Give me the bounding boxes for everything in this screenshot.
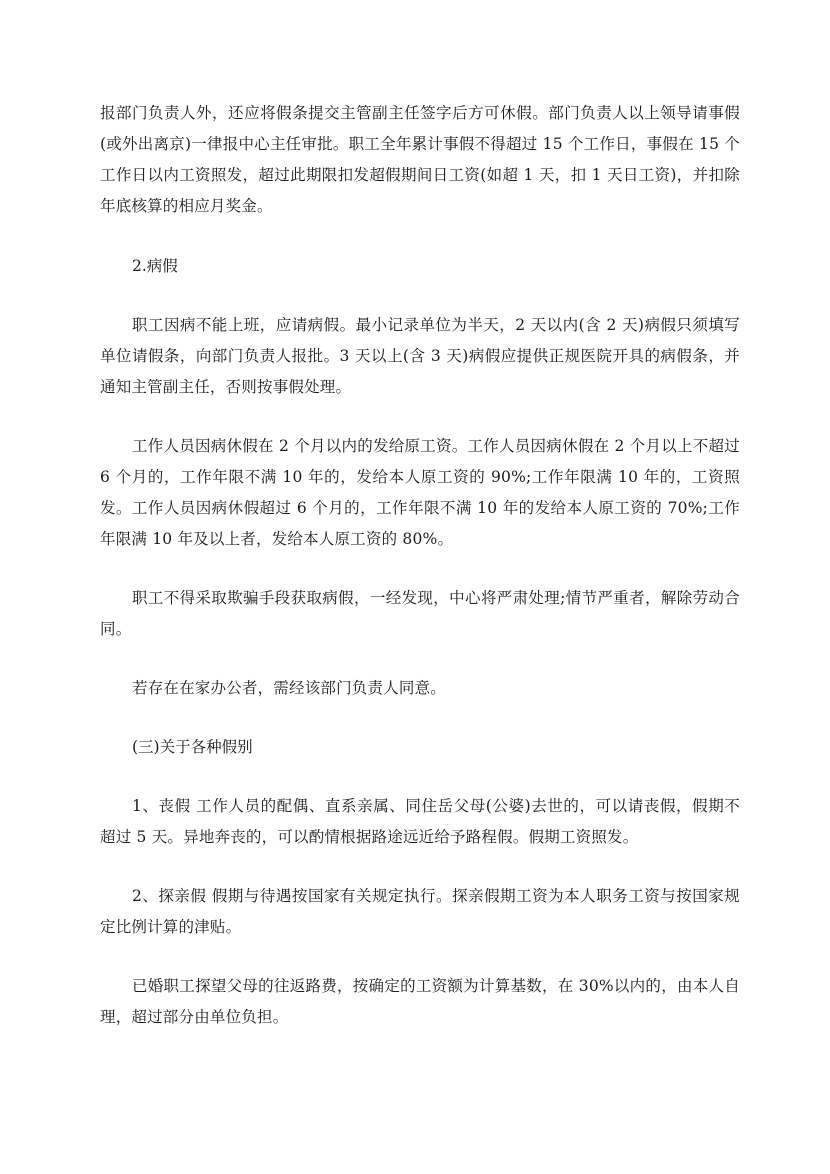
paragraph-sick-leave-pay: 工作人员因病休假在 2 个月以内的发给原工资。工作人员因病休假在 2 个月以上不超过 6 个月的，工作年限不满 10 年的，发给本人原工资的 90%;工作年限满 10 年的，工资照发。工作人员因病休假超过 6 个月的，工作年限不满 10 年的发给本人原工资的 70%;工作年限满 10 年及以上者，发给本人原工资的 80%。: [100, 437, 740, 548]
section-heading-sick-leave: 2.病假: [132, 257, 178, 275]
paragraph-sick-leave-procedure: 职工因病不能上班，应请病假。最小记录单位为半天，2 天以内(含 2 天)病假只须填写单位请假条，向部门负责人报批。3 天以上(含 3 天)病假应提供正规医院开具的病假条，并通知主管副主任，否则按事假处理。: [100, 316, 740, 396]
paragraph-family-visit-leave: 2、探亲假 假期与待遇按国家有关规定执行。探亲假期工资为本人职务工资与按国家规定比例计算的津贴。: [100, 887, 740, 936]
paragraph-sick-leave-fraud: 职工不得采取欺骗手段获取病假，一经发现，中心将严肃处理;情节严重者，解除劳动合同。: [100, 589, 740, 638]
section-heading-leave-types: (三)关于各种假别: [132, 738, 253, 756]
paragraph-bereavement-leave: 1、丧假 工作人员的配偶、直系亲属、同住岳父母(公婆)去世的，可以请丧假，假期不超过 5 天。异地奔丧的，可以酌情根据路途远近给予路程假。假期工资照发。: [100, 797, 740, 846]
document-body: [100, 98, 740, 1061]
paragraph-work-from-home: 若存在在家办公者，需经该部门负责人同意。: [132, 679, 447, 697]
paragraph-travel-expenses: 已婚职工探望父母的往返路费，按确定的工资额为计算基数，在 30%以内的，由本人自理，超过部分由单位负担。: [100, 977, 740, 1026]
paragraph-personal-leave-continued: 报部门负责人外，还应将假条提交主管副主任签字后方可休假。部门负责人以上领导请事假(或外出离京)一律报中心主任审批。职工全年累计事假不得超过 15 个工作日，事假在 15 个工作日以内工资照发，超过此期限扣发超假期间日工资(如超 1 天，扣 1 天日工资)，并扣除年底核算的相应月奖金。: [100, 104, 740, 215]
